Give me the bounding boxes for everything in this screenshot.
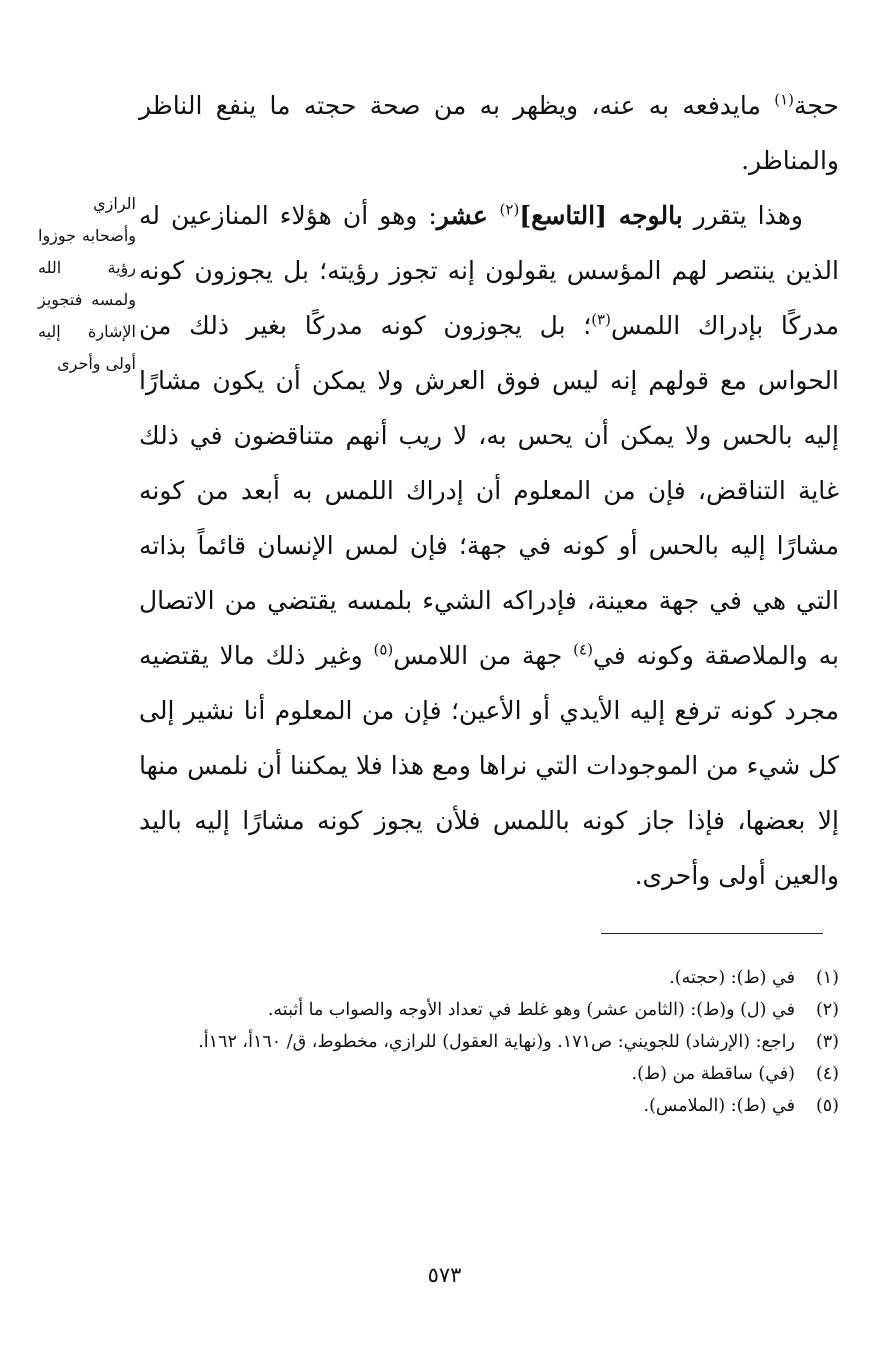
footnote-text: في (ل) و(ط): (الثامن عشر) وهو غلط في تعداد الأوجه والصواب ما أثبته. [267,1000,795,1020]
text-run: وهذا يتقرر [682,201,804,230]
section-heading-end: عشر [436,201,500,230]
text-run: ؛ بل يجوزون كونه مدركًا بغير ذلك من الحواس مع قولهم إنه ليس فوق العرش ولا يمكن أن يكون مشارًا إليه بالحس ولا يمكن أن يحس به، لا ريب أنهم متناقضون في ذلك غاية التناقض، فإن من المعلوم أن إدراك اللمس به أبعد من كونه مشارًا إليه بالحس أو كونه في جهة؛ فإن لمس الإنسان قائماً بذاته التي هي في جهة معينة، فإدراكه الشيء بلمسه يقتضي من الاتصال به والملاصقة وكونه في [139,311,839,670]
footnote-text: (في) ساقطة من (ط). [631,1064,795,1084]
footnote-number: (٤) [815,1064,839,1084]
text-run: وغير ذلك مالا يقتضيه مجرد كونه ترفع إليه الأيدي أو الأعين؛ فإن من المعلوم أنا نشير إلى كل شيء من الموجودات التي نراها ومع هذا فلا يمكننا أن نلمس منها إلا بعضها، فإذا جاز كونه باللمس فلأن يجوز كونه مشارًا إليه باليد والعين أولى وأحرى. [139,641,839,890]
paragraph-2 [139,188,839,903]
footnote-item [139,994,839,1026]
page-number: ٥٧٣ [427,1263,462,1287]
footnote-item [139,962,839,994]
footnote-number: (٣) [815,1032,839,1052]
footnote-ref-2[interactable]: (٢) [499,200,520,219]
footnote-ref-1[interactable]: (١) [774,90,794,109]
footnote-number: (٢) [815,1000,839,1020]
text-run: مايدفعه به عنه، ويظهر به من صحة حجته ما ينفع الناظر والمناظر. [139,91,839,175]
footnote-ref-4[interactable]: (٤) [573,640,593,659]
footnotes-list [139,962,839,1122]
footnote-text: في (ط): (الملامس). [643,1096,795,1116]
footnote-number: (٥) [815,1096,839,1116]
footnote-number: (١) [815,968,839,988]
text-run: جهة من اللامس [393,641,574,670]
footnote-text: في (ط): (حجته). [669,968,795,988]
paragraph-1 [139,78,839,188]
main-text [139,78,839,903]
footnote-divider [601,933,823,934]
section-heading: بالوجه [التاسع] [519,201,683,230]
text-run: حجة [794,91,839,120]
footnote-item [139,1026,839,1058]
footnote-item [139,1058,839,1090]
footnote-text: راجع: (الإرشاد) للجويني: ص١٧١. و(نهاية العقول) للرازي، مخطوط، ق/ ١٦٠أ، ١٦٢أ. [198,1032,795,1052]
text-run: : وهو أن هؤلاء المنازعين له الذين ينتصر لهم المؤسس يقولون إنه تجوز رؤيته؛ بل يجوزون كونه مدركًا بإدراك اللمس [139,201,839,340]
footnote-ref-5[interactable]: (٥) [373,640,394,659]
footnote-ref-3[interactable]: (٣) [591,310,611,329]
margin-note: الرازي وأصحابه جوزوا رؤية الله ولمسه فتجويز الإشارة إليه أولى وأحرى [38,194,136,373]
footnote-item [139,1090,839,1122]
